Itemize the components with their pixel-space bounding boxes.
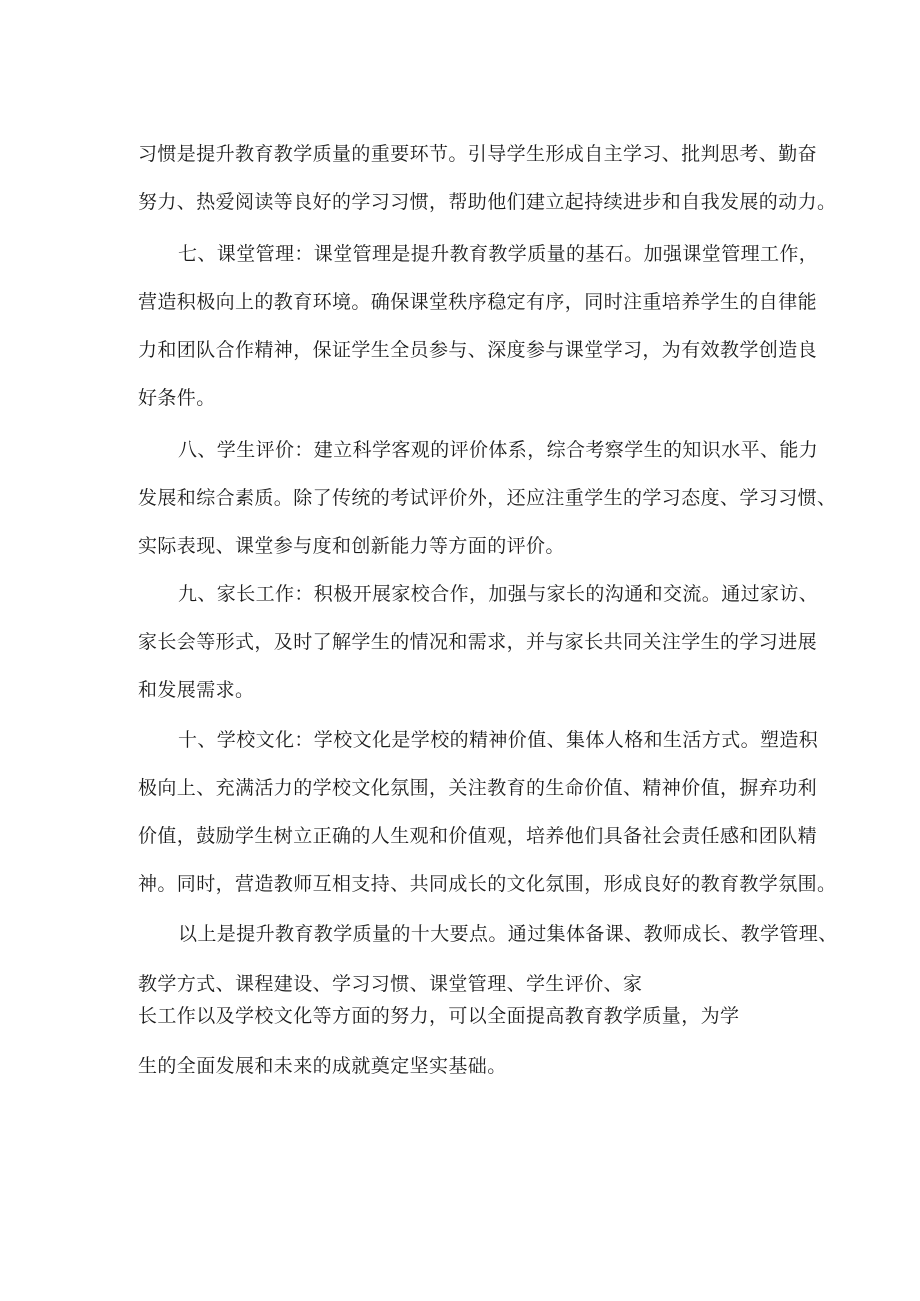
text-line: 长工作以及学校文化等方面的努力，可以全面提高教育教学质量，为学	[138, 1005, 740, 1027]
text-line: 实际表现、课堂参与度和创新能力等方面的评价。	[138, 535, 565, 557]
text-line: 价值，鼓励学生树立正确的人生观和价值观，培养他们具备社会责任感和团队精	[138, 825, 818, 847]
paragraph-heading-line: 九、家长工作：积极开展家校合作，加强与家长的沟通和交流。通过家访、	[178, 583, 819, 605]
text-line: 神。同时，营造教师互相支持、共同成长的文化氛围，形成良好的教育教学氛围。	[138, 873, 837, 895]
text-line: 生的全面发展和未来的成就奠定坚实基础。	[138, 1055, 507, 1077]
text-line: 教学方式、课程建设、学习习惯、课堂管理、学生评价、家	[138, 973, 643, 995]
text-line: 家长会等形式，及时了解学生的情况和需求，并与家长共同关注学生的学习进展	[138, 631, 818, 653]
text-line: 努力、热爱阅读等良好的学习习惯，帮助他们建立起持续进步和自我发展的动力。	[138, 191, 837, 213]
text-line: 发展和综合素质。除了传统的考试评价外，还应注重学生的学习态度、学习习惯、	[138, 487, 837, 509]
text-line: 极向上、充满活力的学校文化氛围，关注教育的生命价值、精神价值，摒弃功利	[138, 777, 818, 799]
paragraph-heading-line: 八、学生评价：建立科学客观的评价体系，综合考察学生的知识水平、能力	[178, 439, 819, 461]
paragraph-heading-line: 以上是提升教育教学质量的十大要点。通过集体备课、教师成长、教学管理、	[178, 923, 838, 945]
text-line: 营造积极向上的教育环境。确保课堂秩序稳定有序，同时注重培养学生的自律能	[138, 291, 818, 313]
paragraph-heading-line: 十、学校文化：学校文化是学校的精神价值、集体人格和生活方式。塑造积	[178, 729, 819, 751]
text-line: 好条件。	[138, 387, 216, 409]
text-line: 和发展需求。	[138, 679, 255, 701]
paragraph-heading-line: 七、课堂管理：课堂管理是提升教育教学质量的基石。加强课堂管理工作，	[178, 243, 819, 265]
text-line: 力和团队合作精神，保证学生全员参与、深度参与课堂学习，为有效教学创造良	[138, 339, 818, 361]
text-line: 习惯是提升教育教学质量的重要环节。引导学生形成自主学习、批判思考、勤奋	[138, 143, 818, 165]
